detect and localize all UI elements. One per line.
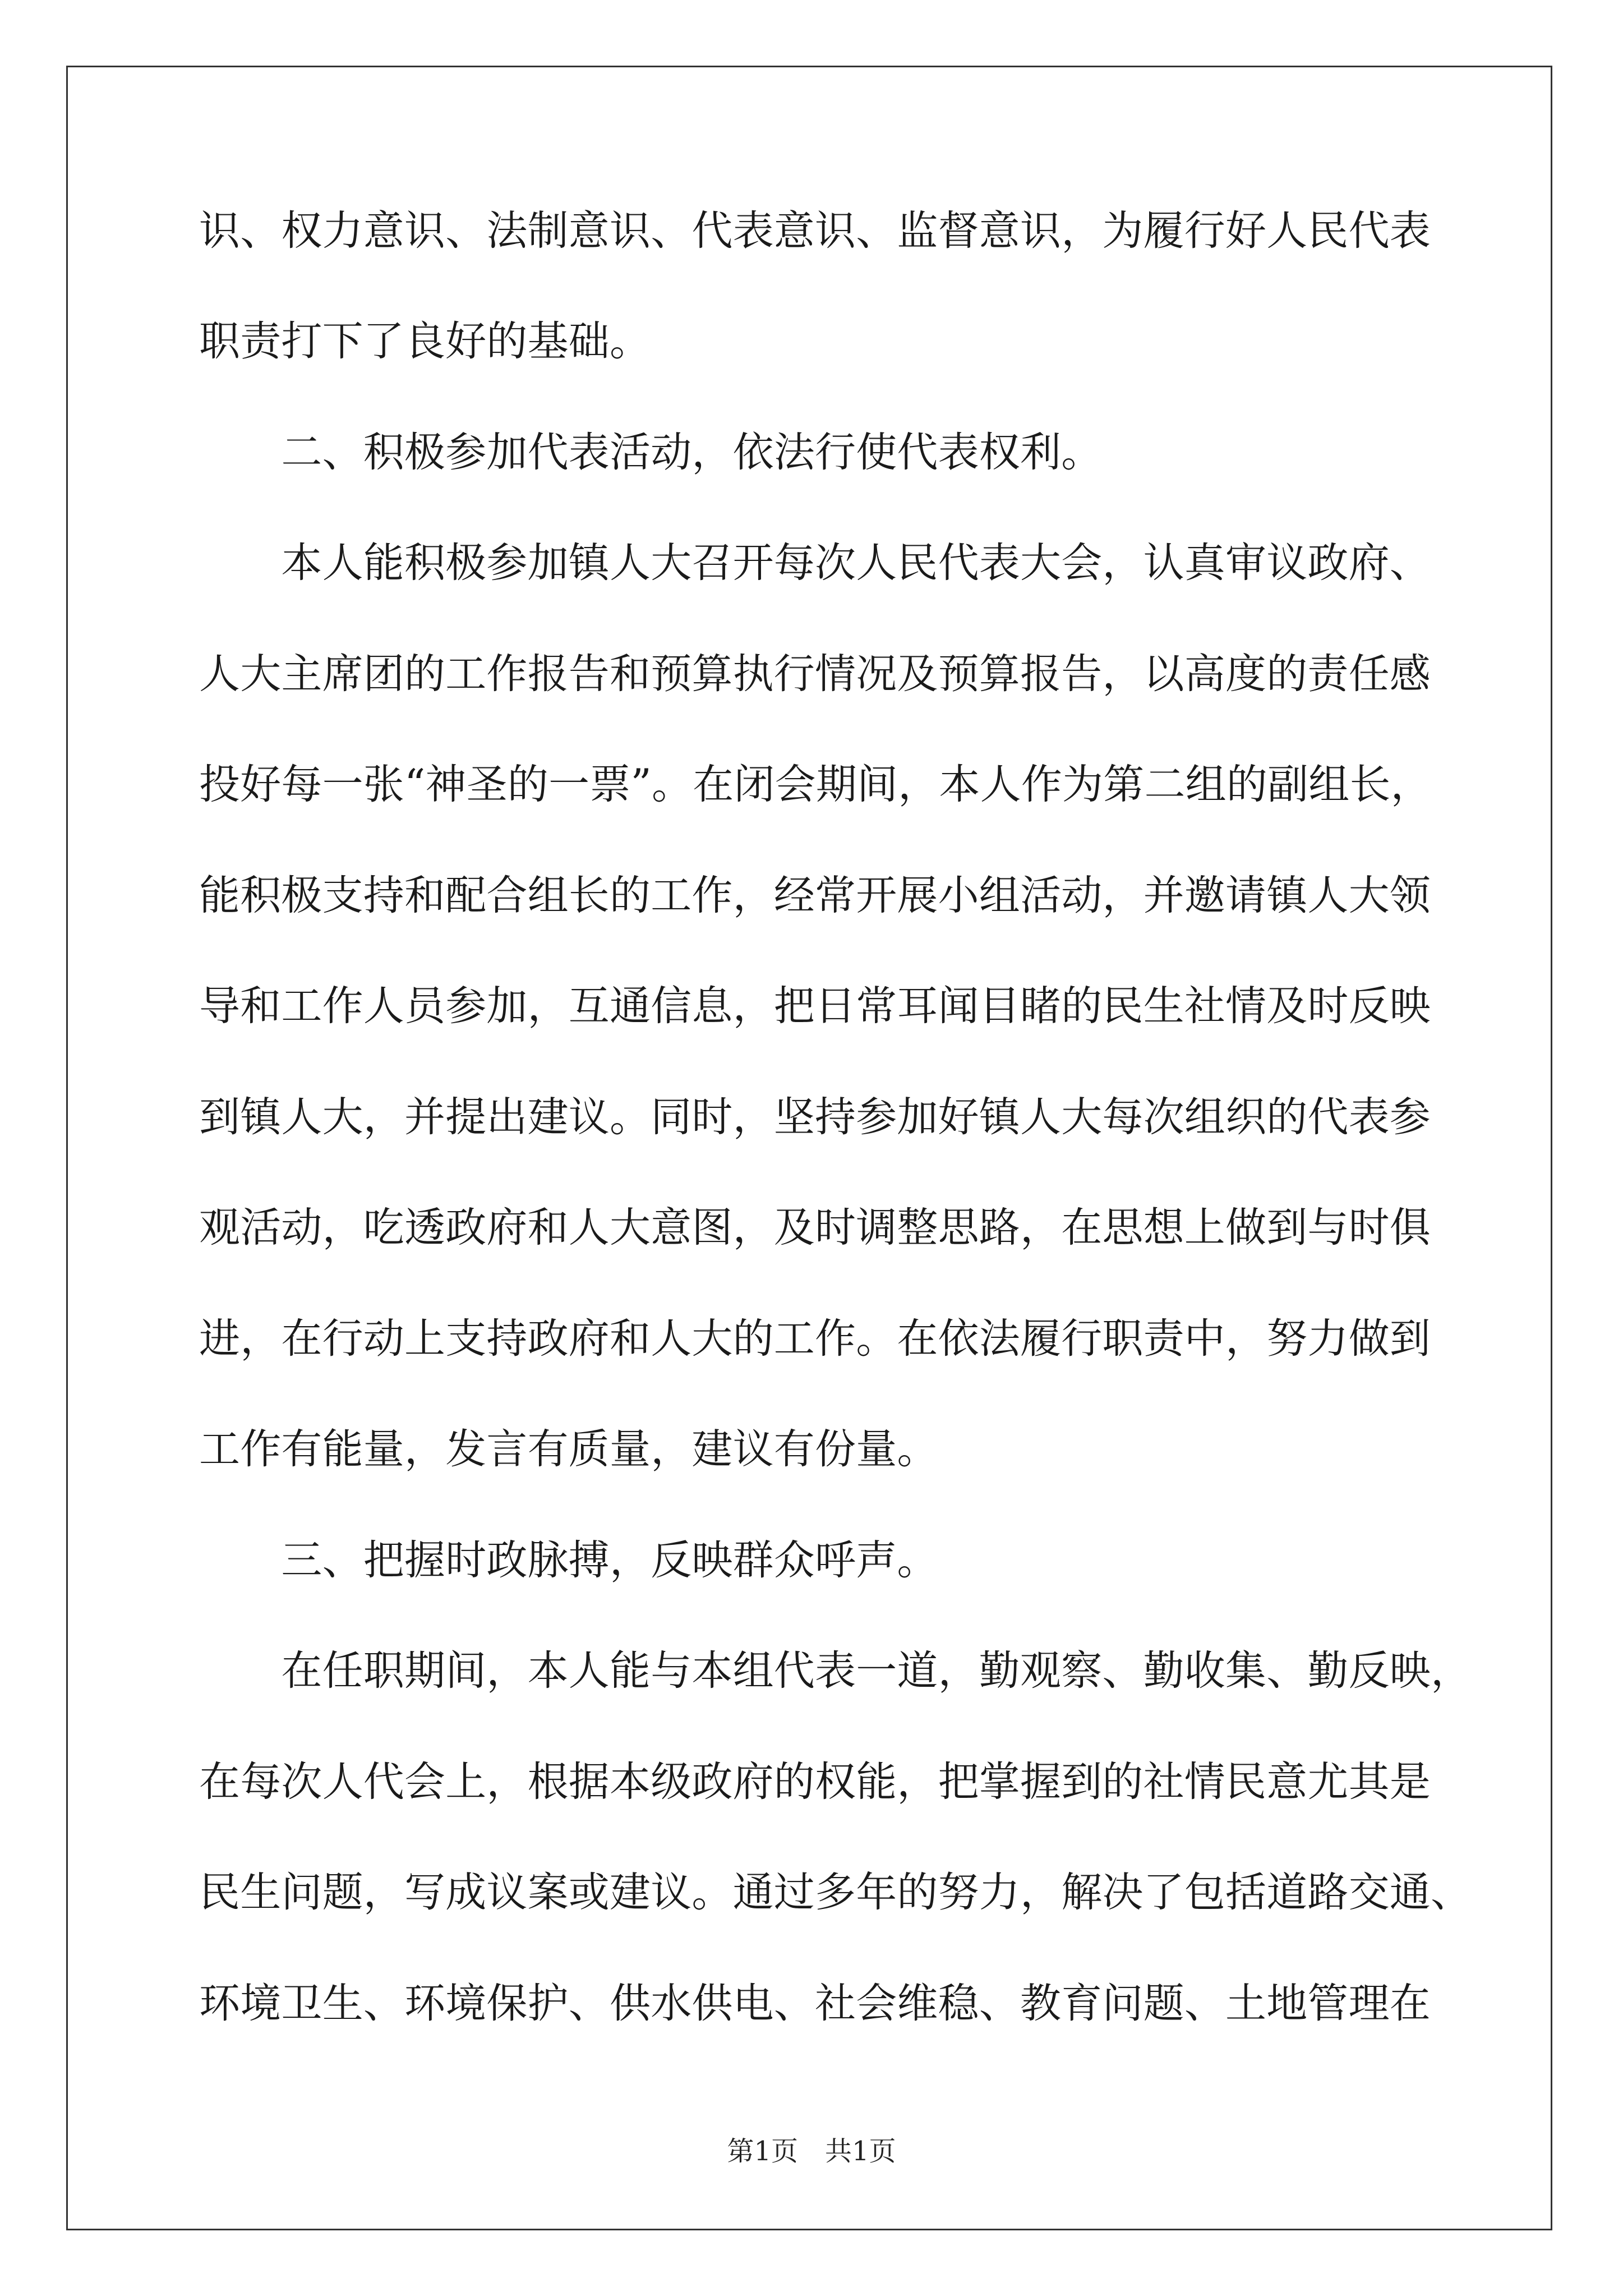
page-number: 第1页 共1页: [727, 2136, 896, 2167]
text-line: 进，在行动上支持政府和人大的工作。在依法履行职责中，努力做到: [199, 1315, 1431, 1363]
text-line: 在任职期间，本人能与本组代表一道，勤观察、勤收集、勤反映，: [199, 1647, 1472, 1695]
text-line: 人大主席团的工作报告和预算执行情况及预算报告，以高度的责任感: [199, 650, 1431, 698]
text-line: 在每次人代会上，根据本级政府的权能，把掌握到的社情民意尤其是: [199, 1758, 1431, 1806]
section-heading: 二、积极参加代表活动，依法行使代表权利。: [199, 429, 1103, 476]
text-line: 导和工作人员参加，互通信息，把日常耳闻目睹的民生社情及时反映: [199, 982, 1431, 1030]
text-line: 工作有能量，发言有质量，建议有份量。: [199, 1425, 938, 1473]
text-line: 投好每一张“神圣的一票”。在闭会期间，本人作为第二组的副组长，: [199, 761, 1432, 808]
text-line: 观活动，吃透政府和人大意图，及时调整思路，在思想上做到与时俱: [199, 1204, 1431, 1251]
text-line: 民生问题，写成议案或建议。通过多年的努力，解决了包括道路交通、: [199, 1869, 1472, 1916]
text-line: 本人能积极参加镇人大召开每次人民代表大会，认真审议政府、: [199, 539, 1431, 587]
text-line: 职责打下了良好的基础。: [199, 318, 651, 365]
text-line: 能积极支持和配合组长的工作，经常开展小组活动，并邀请镇人大领: [199, 872, 1431, 919]
text-line: 到镇人大，并提出建议。同时，坚持参加好镇人大每次组织的代表参: [199, 1093, 1431, 1141]
section-heading: 三、把握时政脉搏，反映群众呼声。: [199, 1536, 938, 1584]
text-line: 识、权力意识、法制意识、代表意识、监督意识，为履行好人民代表: [199, 207, 1431, 255]
text-line: 环境卫生、环境保护、供水供电、社会维稳、教育问题、土地管理在: [199, 1980, 1431, 2027]
